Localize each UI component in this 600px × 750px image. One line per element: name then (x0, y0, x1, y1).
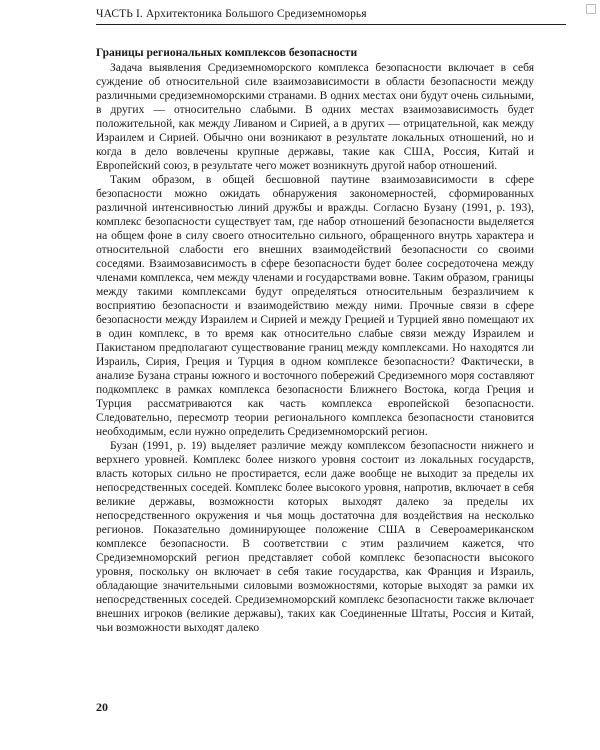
page-corner-mark (586, 4, 596, 14)
page-number: 20 (96, 700, 108, 714)
section-heading: Границы региональных комплексов безопасности (96, 47, 358, 59)
running-head: ЧАСТЬ I. Архитектоника Большого Средиземноморья (96, 8, 566, 25)
paragraph: Таким образом, в общей бесшовной паутине взаимозависимости в сфере безопасности можно ожидать обнаружения закономерностей, сформированных различной интенсивностью линий дружбы и вражды. Согласно Бузану (1991, p. 193), комплекс безопасности существует там, где набор отношений безопасности выделяется на общем фоне в силу своего относительно сильного, обращенного внутрь характера и относительной слабости его внешних взаимодействий безопасности со своими соседями. Взаимозависимость в сфере безопасности будет более сосредоточена между членами комплекса, чем между членами и государствами вовне. Таким образом, границы между такими комплексами будут определяться относительным безразличием к восприятию безопасности и взаимодействию между ними. Прочные связи в сфере безопасности между Израилем и Сирией и между Грецией и Турцией явно помещают их в один комплекс, в то время как относительно слабые связи между Израилем и Пакистаном предполагают существование границ между комплексами. Но находятся ли Израиль, Сирия, Греция и Турция в одном комплексе безопасности? Фактически, в анализе Бузана страны южного и восточного побережий Средиземного моря составляют подкомплекс в рамках комплекса безопасности Ближнего Востока, когда Греция и Турция рассматриваются как часть комплекса европейской безопасности. Следовательно, пересмотр теории регионального комплекса безопасности становится необходимым, если нужно определить Средиземноморский регион. (96, 174, 534, 438)
page-content (96, 46, 534, 635)
paragraph: Бузан (1991, p. 19) выделяет различие между комплексом безопасности нижнего и верхнего уровней. Комплекс более низкого уровня состоит из локальных государств, власть которых сильно не простирается, если даже вообще не выходит за пределы их непосредственных соседей. Комплекс более высокого уровня, напротив, включает в себя великие державы, возможности которых выходят далеко за пределы их непосредственного окружения и чья мощь достаточна для воздействия на несколько регионов. Показательно доминирующее положение США в Североамериканском комплексе безопасности. В соответствии с этим различием кажется, что Средиземноморский регион представляет собой комплекс безопасности высокого уровня, поскольку он включает в себя такие государства, как Франция и Израиль, обладающие значительными силовыми возможностями, которые выходят за рамки их непосредственных соседей. Средиземноморский комплекс безопасности также включает внешних игроков (великие державы), таких как Соединенные Штаты, Россия и Китай, чьи возможности выходят далеко (96, 440, 534, 634)
paragraph: Задача выявления Средиземноморского комплекса безопасности включает в себя суждение об относительной силе взаимозависимости в области безопасности между различными средиземноморскими странами. В одних местах они будут очень сильными, в других — относительно слабыми. В одних местах взаимозависимость будет положительной, как между Ливаном и Сирией, а в других — отрицательной, как между Израилем и Сирией. Обычно они возникают в результате локальных отношений, но и когда в дело вовлечены крупные державы, такие как США, Россия, Китай и Европейский союз, в результате чего может возникнуть другой набор отношений. (96, 62, 534, 172)
